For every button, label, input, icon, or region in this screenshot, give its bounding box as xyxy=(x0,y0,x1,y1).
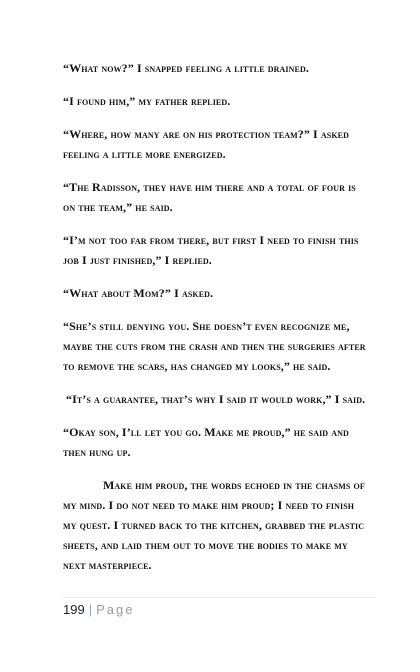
paragraph-7: “She’s still denying you. She doesn’t even recognize me, maybe the cuts from the crash and then the surgeries after to remove the scars, has changed my looks,” he said. xyxy=(63,319,366,373)
footer-separator: | xyxy=(88,602,93,617)
paragraph-9: “Okay son, I’ll let you go. Make me proud,” he said and then hung up. xyxy=(63,425,349,459)
page-footer xyxy=(63,597,375,617)
page-body xyxy=(63,58,368,588)
paragraph-2: “I found him,” my father replied. xyxy=(63,94,231,108)
page-number: 199 xyxy=(63,602,85,617)
paragraph-1: “What now?” I snapped feeling a little drained. xyxy=(63,61,309,75)
paragraph-6: “What about Mom?” I asked. xyxy=(63,286,214,300)
page-label: Page xyxy=(96,602,135,617)
paragraph-5: “I’m not too far from there, but first I need to finish this job I just finished,” I replied. xyxy=(63,233,359,267)
paragraph-8: “It’s a guarantee, that’s why I said it would work,” I said. xyxy=(66,392,366,406)
paragraph-4: “The Radisson, they have him there and a total of four is on the team,” he said. xyxy=(63,180,356,214)
paragraph-3: “Where, how many are on his protection team?” I asked feeling a little more energized. xyxy=(63,127,349,161)
paragraph-10: Make him proud, the words echoed in the chasms of my mind. I do not need to make him proud; I need to finish my quest. I turned back to the kitchen, grabbed the plastic sheets, and laid them out to move the bodies to make my next masterpiece. xyxy=(63,478,365,572)
